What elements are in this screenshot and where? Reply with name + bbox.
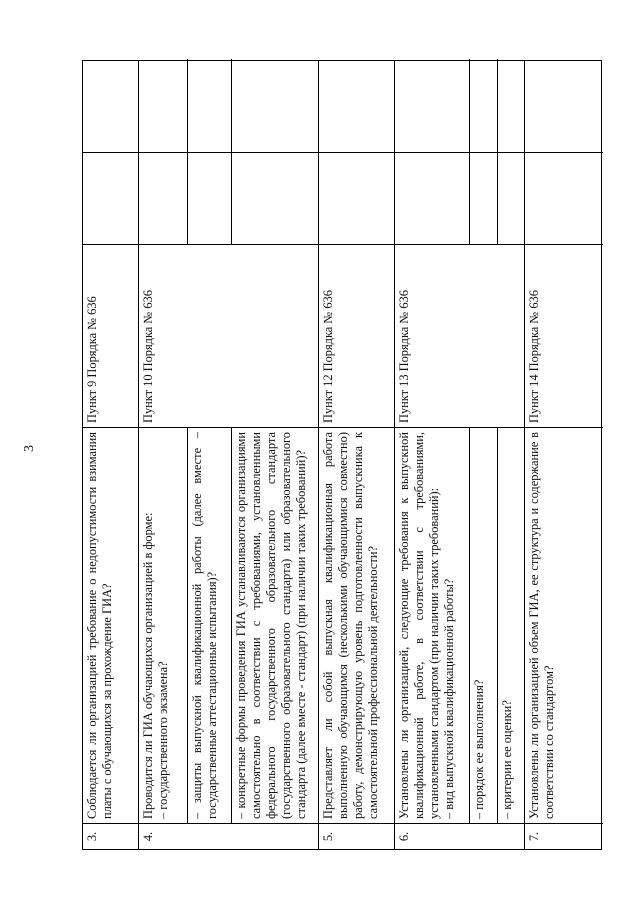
question-item: – вид выпускной квалификационной работы? [442, 578, 456, 819]
rotated-page [82, 60, 602, 850]
question-group [139, 428, 187, 823]
legal-reference: Пункт 12 Порядка № 636 [319, 244, 394, 427]
question-text: Представляет ли собой выпускная квалификационная работа выполненную обучающимся (несколькими обучающимися совместно) работу, демонстрирующую уровень подготовленности выпускника к самостоятельной профессиональной деятельности? [319, 427, 394, 823]
note-cell[interactable] [83, 59, 138, 152]
question-text: Проводится ли ГИА обучающихся организацией в форме: [141, 512, 155, 819]
question-text: Установлены ли организацией, следующие требования к выпускной квалификационной работе, в соответствии с требованиями, установленными стандартом (при наличии таких требований): [397, 432, 441, 819]
divider [231, 59, 232, 152]
answer-cell[interactable] [319, 152, 394, 244]
divider [469, 153, 470, 244]
answer-cell[interactable] [83, 152, 138, 244]
legal-reference: Пункт 14 Порядка № 636 [525, 244, 603, 427]
divider [497, 59, 498, 152]
note-cell[interactable] [319, 59, 394, 152]
row-number: 5. [319, 823, 394, 849]
note-cell[interactable] [525, 59, 603, 152]
row-number: 7. [525, 823, 603, 849]
table-row [524, 61, 603, 849]
question-item: – государственного экзамена? [156, 661, 170, 819]
divider [497, 153, 498, 244]
answer-cell[interactable] [525, 152, 603, 244]
legal-reference: Пункт 9 Порядка № 636 [83, 244, 138, 427]
row-number: 3. [83, 823, 138, 849]
question-item: – конкретные формы проведения ГИА устанавливаются организациями самостоятельно в соответствии с требованиями, установленными федерального государственного образовательного стандарта (государственного образовательного стандарта) или образовательного стандарта (далее вместе - стандарт) (при наличии таких требований)? [231, 428, 318, 823]
legal-reference: Пункт 10 Порядка № 636 [139, 244, 318, 427]
question-item: – порядок ее выполнения? [469, 428, 497, 823]
question-item: – критерии ее оценки? [497, 428, 524, 823]
question-block [395, 427, 524, 823]
legal-reference: Пункт 13 Порядка № 636 [395, 244, 524, 427]
answer-cell[interactable] [395, 152, 524, 244]
table-row [394, 61, 524, 849]
note-cell[interactable] [139, 59, 318, 152]
divider [187, 59, 188, 152]
row-number: 6. [395, 823, 524, 849]
table-row [318, 61, 394, 849]
question-item: – защиты выпускной квалификационной работы (далее вместе – государственные аттестационные испытания)? [187, 428, 231, 823]
question-text: Соблюдается ли организацией требование о недопустимости взимания платы с обучающихся за прохождение ГИА? [83, 427, 138, 823]
row-number: 4. [139, 823, 318, 849]
divider [187, 153, 188, 244]
checklist-table [82, 60, 602, 850]
divider [231, 153, 232, 244]
answer-cell[interactable] [139, 152, 318, 244]
question-text: Установлены ли организацией объем ГИА, ее структура и содержание в соответствии со стандартом? [525, 427, 603, 823]
table-row [138, 61, 318, 849]
question-block [139, 427, 318, 823]
divider [469, 59, 470, 152]
page-number: 3 [22, 445, 37, 452]
note-cell[interactable] [395, 59, 524, 152]
table-row [83, 61, 138, 849]
question-group [395, 428, 469, 823]
